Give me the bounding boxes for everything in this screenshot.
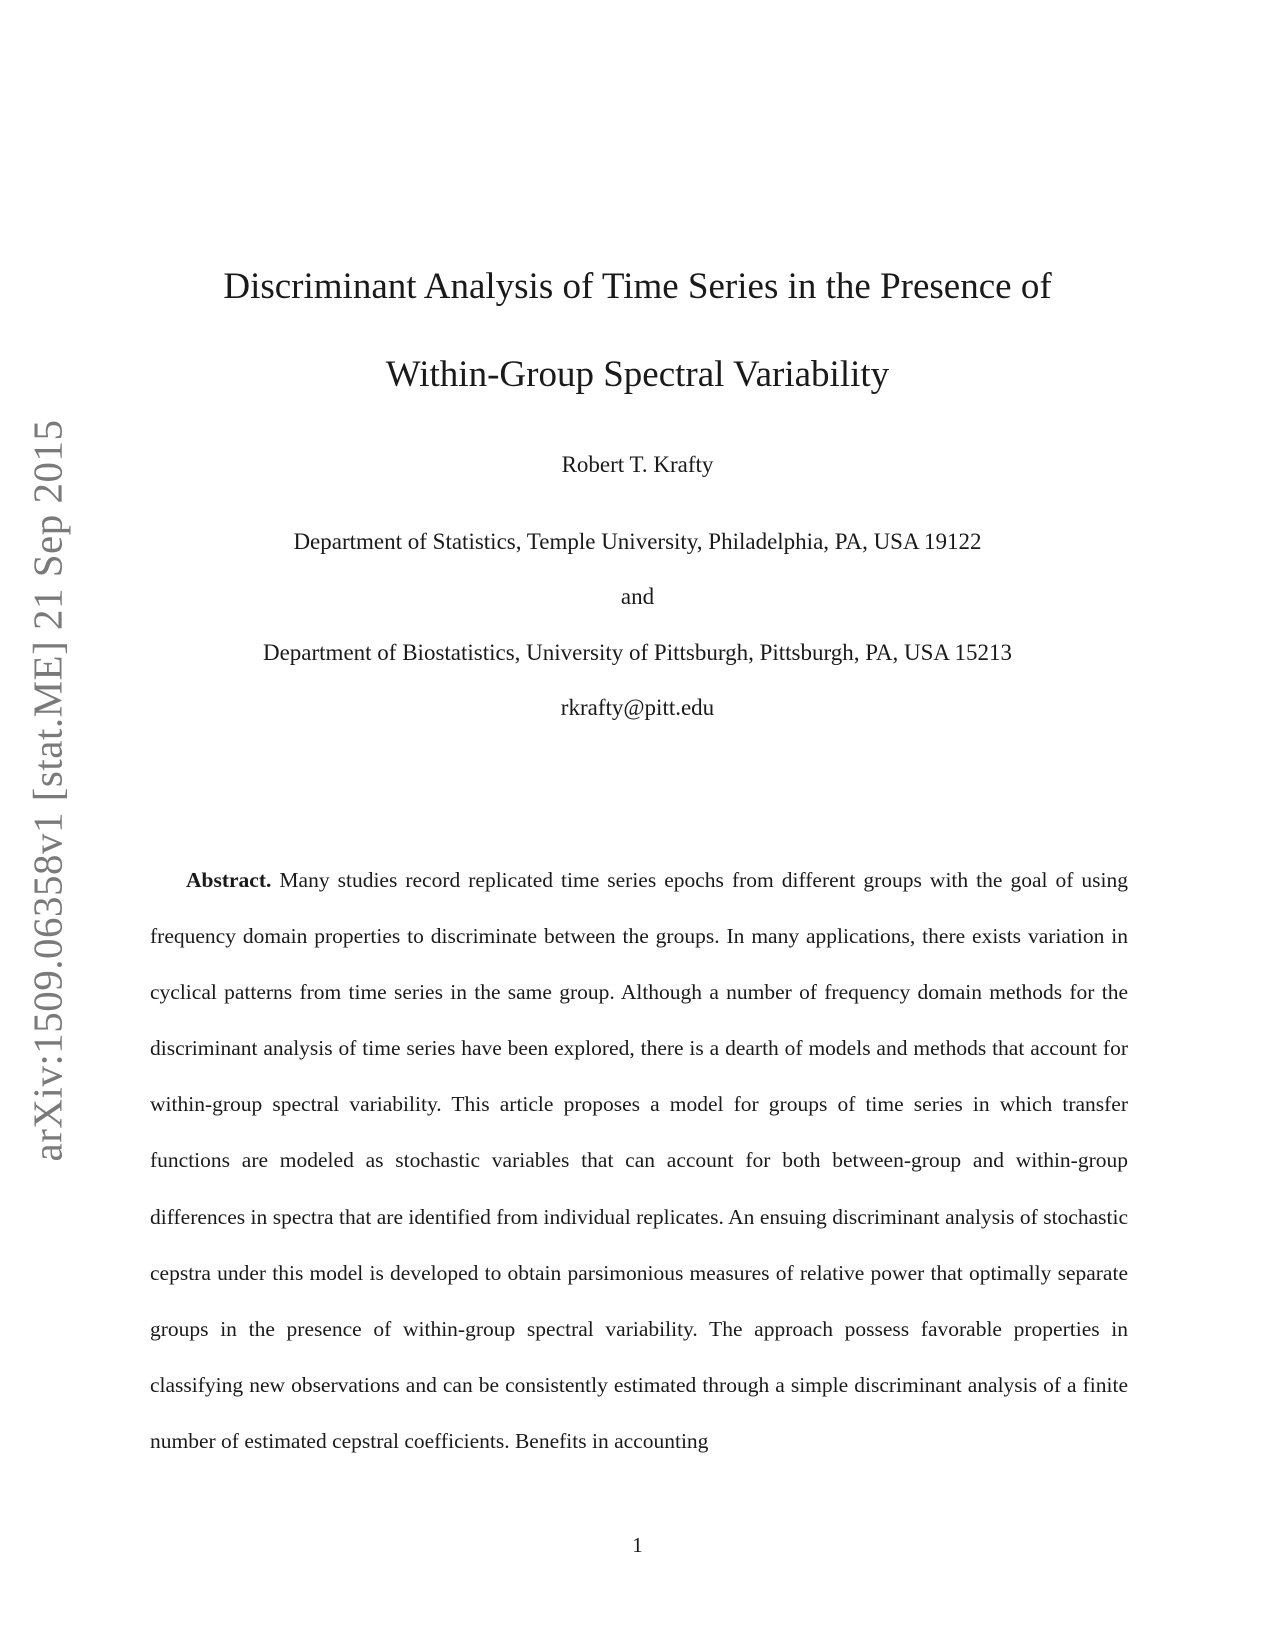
- author-email: rkrafty@pitt.edu: [560, 695, 715, 720]
- paper-title-line-1: Discriminant Analysis of Time Series in the Presence of: [223, 266, 1052, 307]
- affiliation-2: Department of Biostatistics, University of Pittsburgh, Pittsburgh, PA, USA 15213: [262, 640, 1013, 665]
- abstract-label: Abstract.: [186, 868, 272, 892]
- paper-title-line-2: Within-Group Spectral Variability: [385, 354, 890, 395]
- abstract: [150, 852, 1128, 1469]
- affiliation-conjunction: and: [620, 584, 655, 609]
- abstract-text: Many studies record replicated time series epochs from different groups with the goal of using frequency domain properties to discriminate between the groups. In many applications, there exists variation in cyclical patterns from time series in the same group. Although a number of frequency domain methods for the discriminant analysis of time series have been explored, there is a dearth of models and methods that account for within-group spectral variability. This article proposes a model for groups of time series in which transfer functions are modeled as stochastic variables that can account for both between-group and within-group differences in spectra that are identified from individual replicates. An ensuing discriminant analysis of stochastic cepstra under this model is developed to obtain parsimonious measures of relative power that optimally separate groups in the presence of within-group spectral variability. The approach possess favorable properties in classifying new observations and can be consistently estimated through a simple discriminant analysis of a finite number of estimated cepstral coefficients. Benefits in accounting: [150, 868, 1129, 1453]
- author-name: Robert T. Krafty: [561, 452, 714, 477]
- affiliation-1: Department of Statistics, Temple University, Philadelphia, PA, USA 19122: [293, 529, 982, 554]
- arxiv-side-stamp: arXiv:1509.06358v1 [stat.ME] 21 Sep 2015: [24, 419, 71, 1162]
- page-number: 1: [632, 1533, 643, 1557]
